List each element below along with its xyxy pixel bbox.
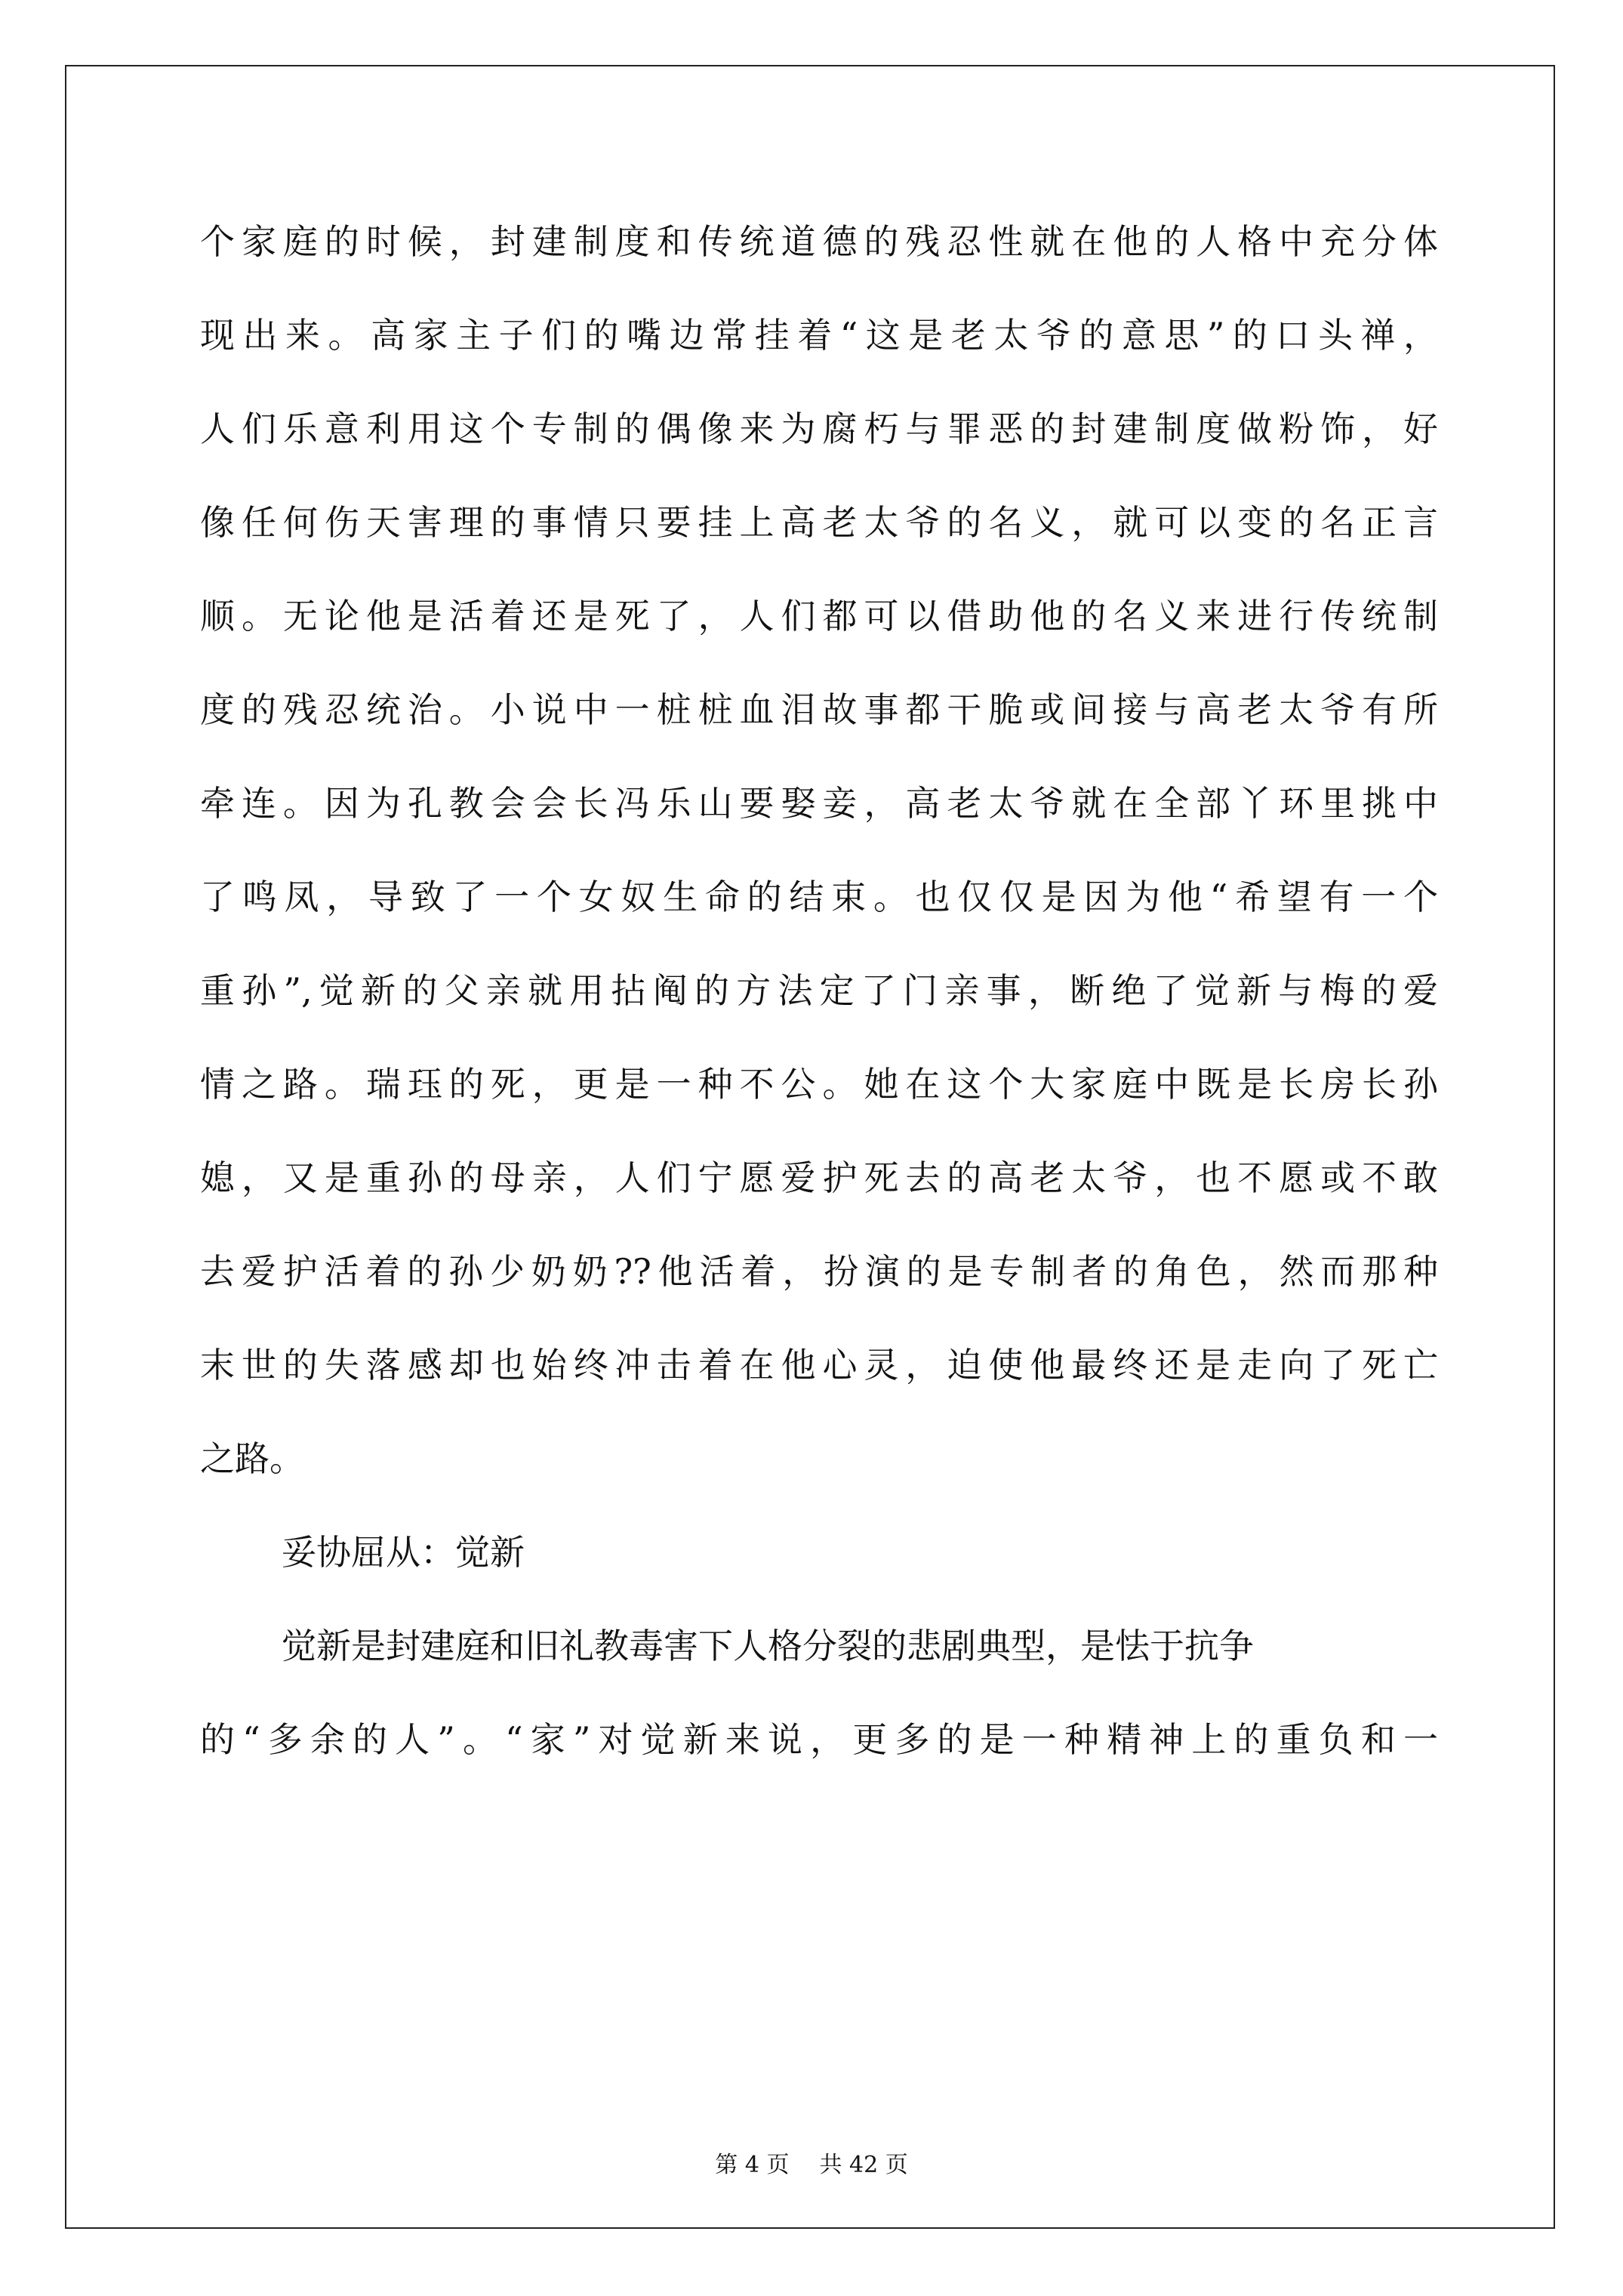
text-line: 末世的失落感却也始终冲击着在他心灵，迫使他最终还是走向了死亡: [200, 1345, 1438, 1385]
text-line: 的“多余的人”。“家”对觉新来说，更多的是一种精神上的重负和一: [200, 1719, 1438, 1760]
text-line: 顺。无论他是活着还是死了，人们都可以借助他的名义来进行传统制: [200, 596, 1438, 636]
text-line: 像任何伤天害理的事情只要挂上高老太爷的名义，就可以变的名正言: [200, 502, 1438, 543]
text-line: 重孙”,觉新的父亲就用拈阄的方法定了门亲事，断绝了觉新与梅的爱: [200, 970, 1438, 1011]
page-footer: [0, 2150, 1623, 2180]
text-line: 情之路。瑞珏的死，更是一种不公。她在这个大家庭中既是长房长孙: [200, 1064, 1438, 1105]
text-line: 去爱护活着的孙少奶奶??他活着，扮演的是专制者的角色，然而那种: [200, 1251, 1438, 1292]
page-number: 第 4 页: [715, 2152, 790, 2178]
text-line: 了鸣凤，导致了一个女奴生命的结束。也仅仅是因为他“希望有一个: [200, 877, 1438, 917]
page-total: 共 42 页: [819, 2152, 908, 2178]
text-line: 度的残忍统治。小说中一桩桩血泪故事都干脆或间接与高老太爷有所: [200, 689, 1438, 730]
text-line: 现出来。高家主子们的嘴边常挂着“这是老太爷的意思”的口头禅，: [200, 315, 1438, 356]
document-body: [200, 217, 1438, 1809]
text-line: 之路。: [200, 1438, 304, 1479]
text-line: 牵连。因为孔教会会长冯乐山要娶妾，高老太爷就在全部丫环里挑中: [200, 783, 1438, 824]
text-line: 个家庭的时候，封建制度和传统道德的残忍性就在他的人格中充分体: [200, 221, 1438, 262]
section-heading: 妥协屈从：觉新: [282, 1532, 525, 1573]
text-line: 媳，又是重孙的母亲，人们宁愿爱护死去的高老太爷，也不愿或不敢: [200, 1157, 1438, 1198]
text-line: 人们乐意利用这个专制的偶像来为腐朽与罪恶的封建制度做粉饰，好: [200, 408, 1438, 449]
text-line: 觉新是封建庭和旧礼教毒害下人格分裂的悲剧典型，是怯于抗争: [282, 1626, 1254, 1666]
